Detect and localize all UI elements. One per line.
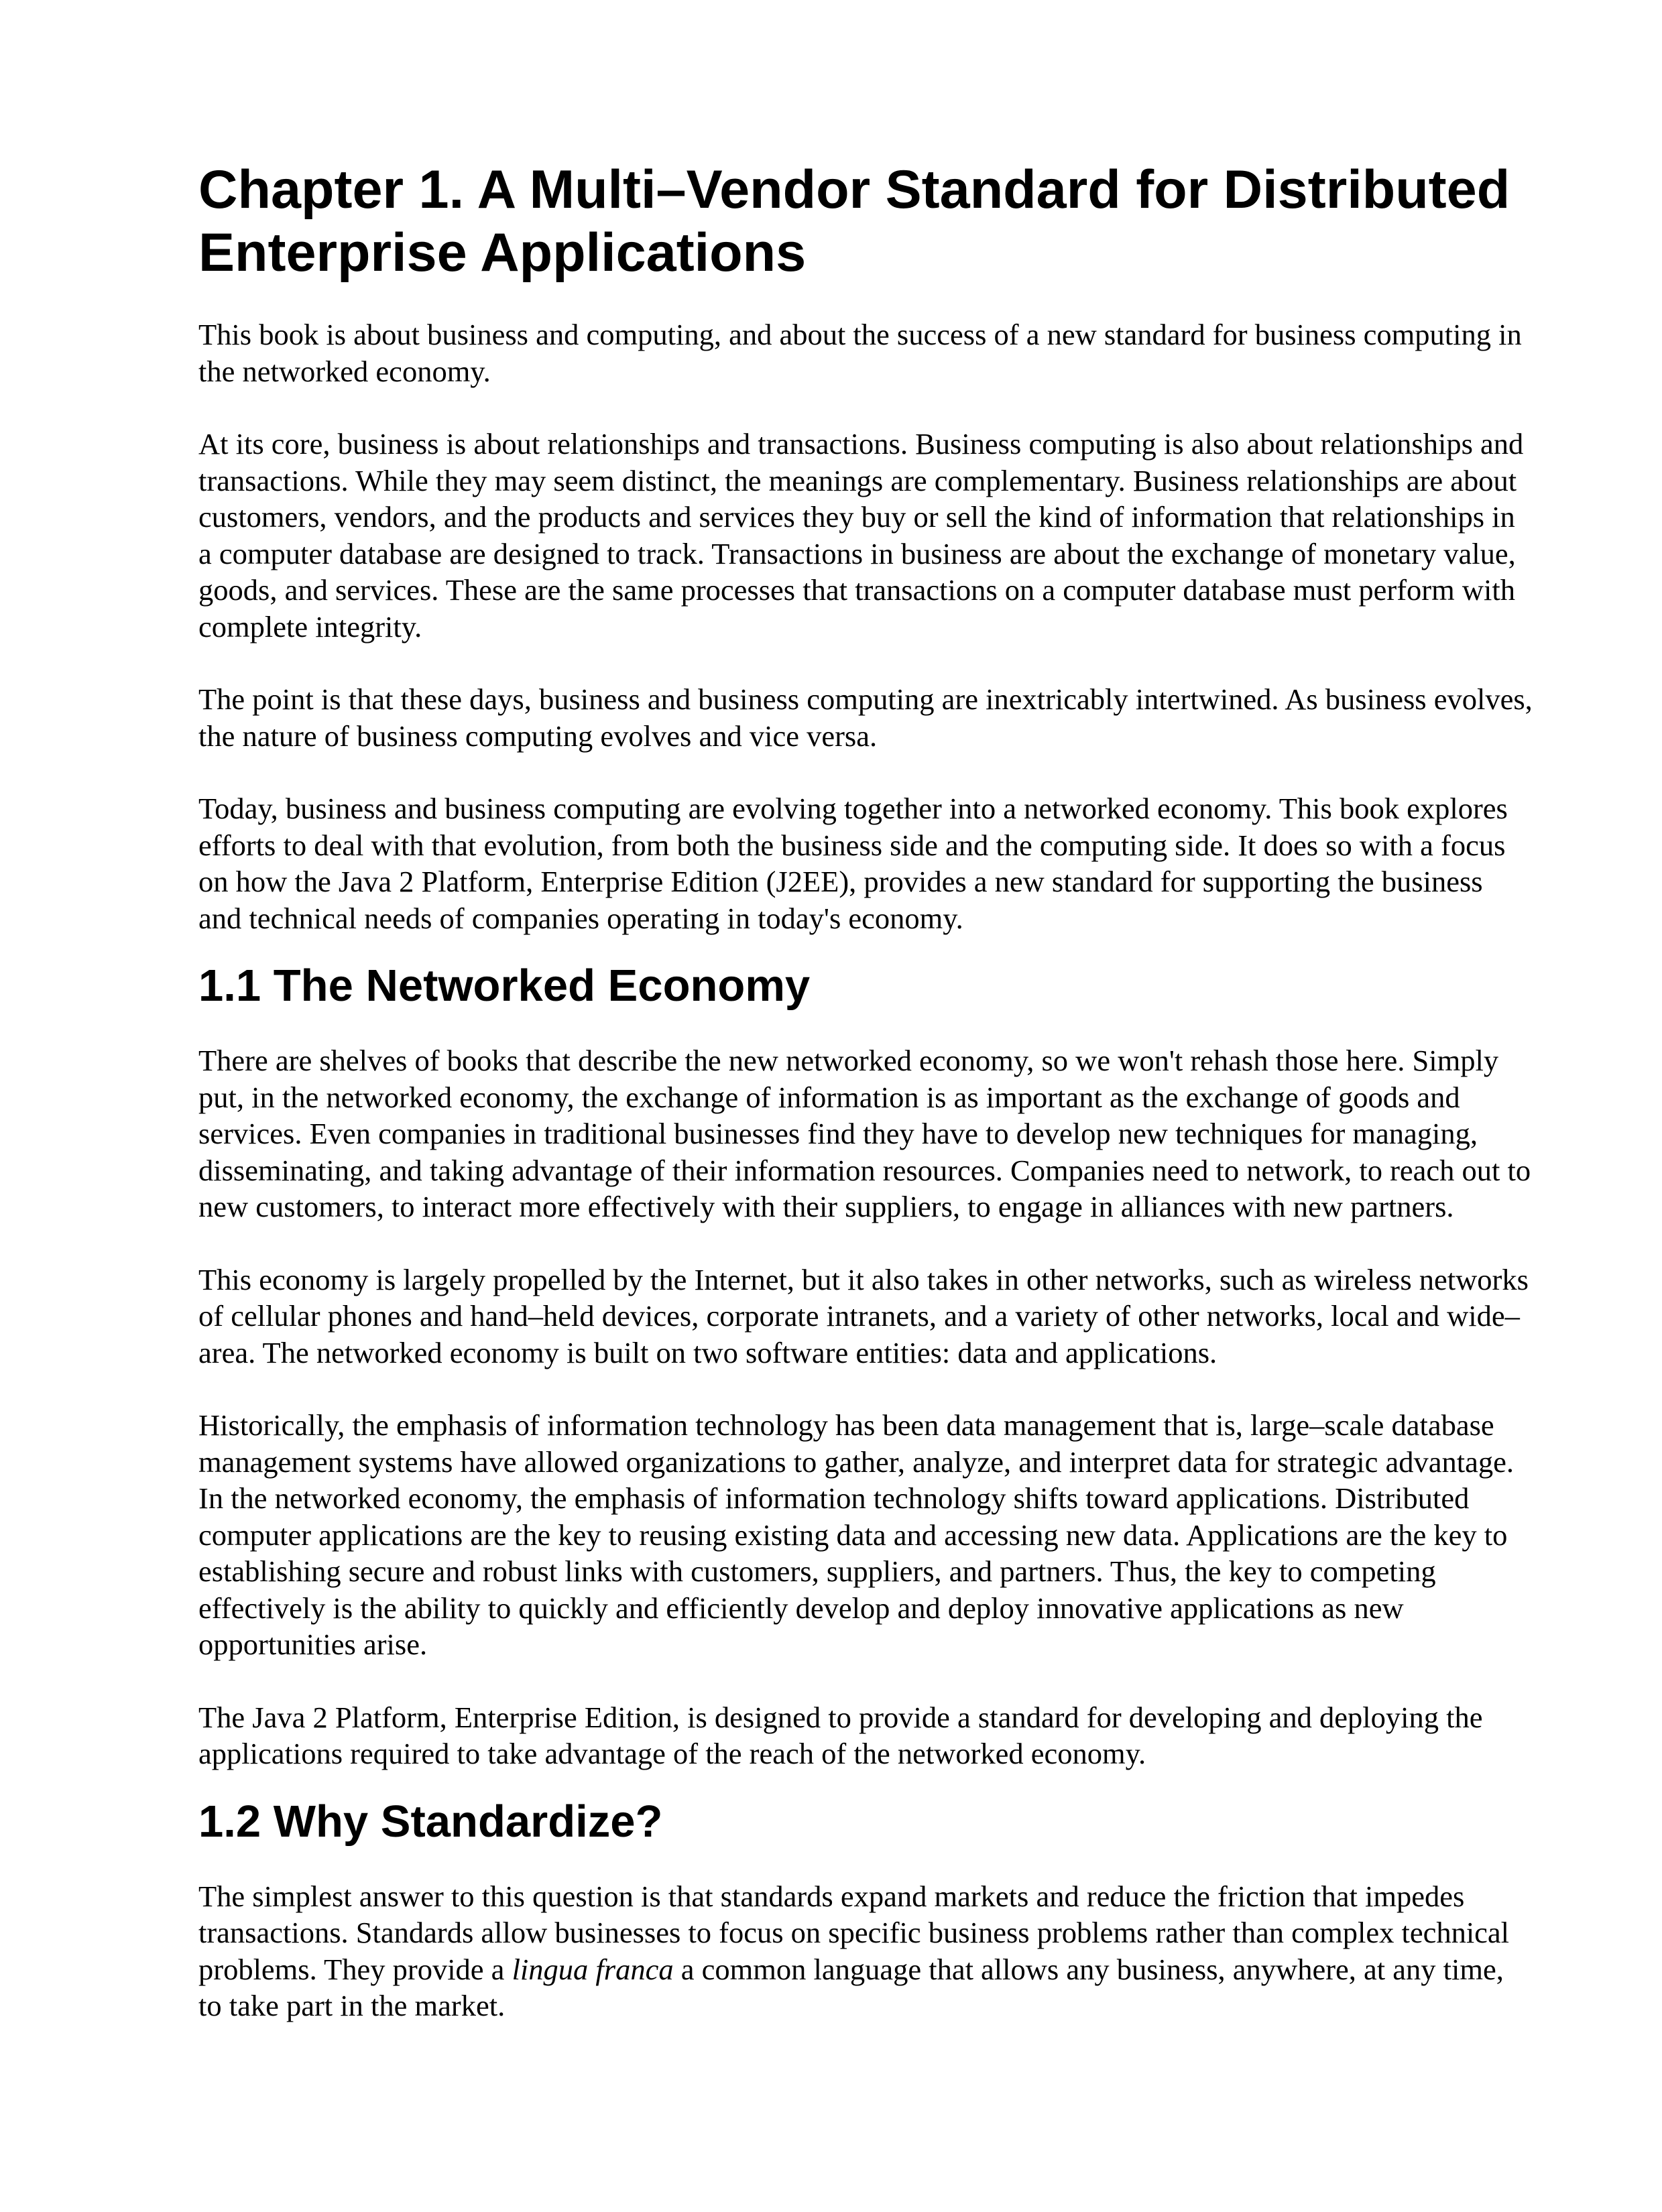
section-heading-1-1: 1.1 The Networked Economy <box>198 961 811 1011</box>
section-1-2-paragraph-1 <box>198 1878 1533 2024</box>
lingua-franca-emphasis: lingua franca <box>512 1952 674 1986</box>
document-page <box>198 158 1533 2061</box>
section-1-1-paragraph-2: This economy is largely propelled by the Internet, but it also takes in other networks, such as wireless networks of cellular phones and hand–held devices, corporate intranets, and a variety of other networks, local and wide–area. The networked economy is built on two software entities: data and applications. <box>198 1262 1529 1369</box>
intro-paragraph-2: At its core, business is about relationships and transactions. Business computing is also about relationships and transactions. While they may seem distinct, the meanings are complementary. Business relationships are about customers, vendors, and the products and services they buy or sell the kind of information that relationships in a computer database are designed to track. Transactions in business are about the exchange of monetary value, goods, and services. These are the same processes that transactions on a computer database must perform with complete integrity. <box>198 427 1524 643</box>
section-1-1-paragraph-4: The Java 2 Platform, Enterprise Edition, is designed to provide a standard for developing and deploying the applications required to take advantage of the reach of the networked economy. <box>198 1700 1483 1770</box>
section-1-1-paragraph-1: There are shelves of books that describe the new networked economy, so we won't rehash those here. Simply put, in the networked economy, the exchange of information is as important as the exchange of goods and services. Even companies in traditional businesses find they have to develop new techniques for managing, disseminating, and taking advantage of their information resources. Companies need to network, to reach out to new customers, to interact more effectively with their suppliers, to engage in alliances with new partners. <box>198 1044 1531 1223</box>
section-heading-1-2: 1.2 Why Standardize? <box>198 1796 663 1847</box>
intro-paragraph-3: The point is that these days, business and business computing are inextricably intertwined. As business evolves, the nature of business computing evolves and vice versa. <box>198 682 1533 753</box>
paragraph-text-before-emphasis: The simplest answer to this question is that standards expand markets and reduce the friction that impedes transactions. Standards allow businesses to focus on specific business problems rather than complex technical problems. They provide a <box>198 1879 1510 1986</box>
chapter-title: Chapter 1. A Multi–Vendor Standard for Distributed Enterprise Applications <box>198 160 1510 283</box>
intro-paragraph-4: Today, business and business computing are evolving together into a networked economy. This book explores efforts to deal with that evolution, from both the business side and the computing side. It does so with a focus on how the Java 2 Platform, Enterprise Edition (J2EE), provides a new standard for supporting the business and technical needs of companies operating in today's economy. <box>198 792 1508 935</box>
section-1-1-paragraph-3: Historically, the emphasis of information technology has been data management that is, large–scale database management systems have allowed organizations to gather, analyze, and interpret data for strategic advantage. In the networked economy, the emphasis of information technology shifts toward applications. Distributed computer applications are the key to reusing existing data and accessing new data. Applications are the key to establishing secure and robust links with customers, suppliers, and partners. Thus, the key to competing effectively is the ability to quickly and efficiently develop and deploy innovative applications as new opportunities arise. <box>198 1408 1515 1661</box>
paragraph-text-after-emphasis: a common language that allows any business, anywhere, at any time, to take part in the market. <box>198 1952 1504 2022</box>
intro-paragraph-1: This book is about business and computing, and about the success of a new standard for business computing in the networked economy. <box>198 318 1522 388</box>
